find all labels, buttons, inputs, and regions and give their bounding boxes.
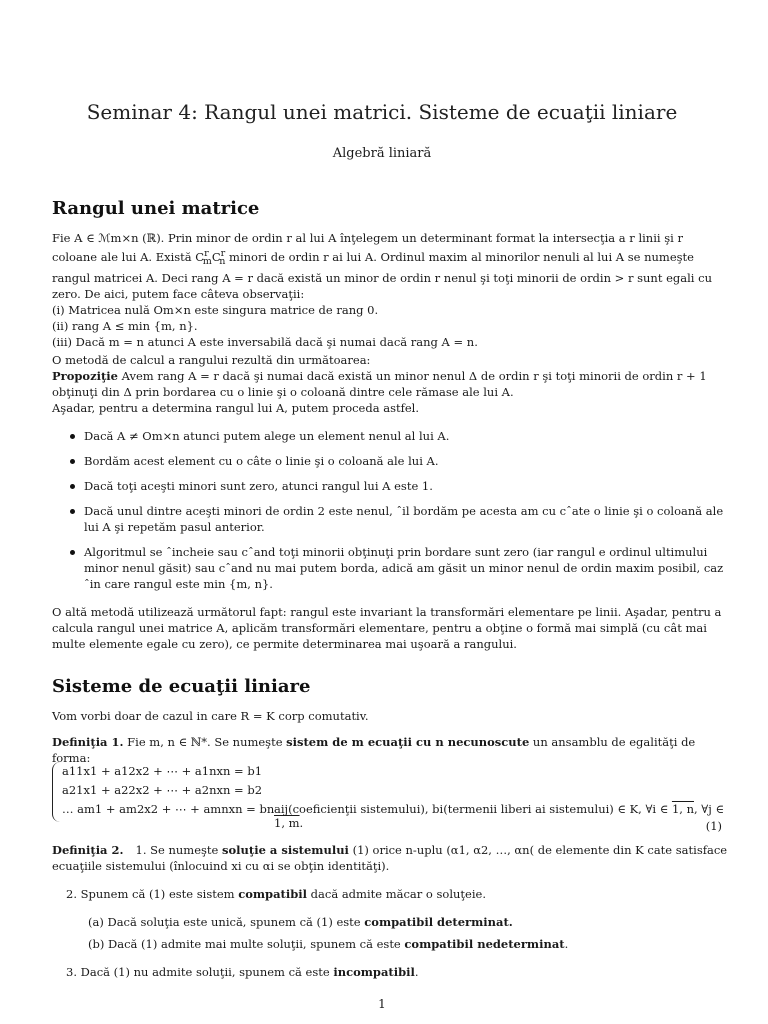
eq-note-mid: , ∀j ∈ — [693, 802, 724, 816]
def1-label: Definiţia 1. — [52, 735, 124, 749]
eq-range-i: 1, n — [671, 802, 694, 816]
def1-text-a: Fie m, n ∈ ℕ*. Se numeşte — [123, 735, 287, 749]
equation-number: (1) — [705, 819, 722, 833]
algorithm-list — [70, 428, 728, 601]
list-item: Dacă unul dintre aceşti minori de ordin 2 este nenul, ˆil bordăm pe acesta am cu cˆate o linie şi o coloană ale lui A şi repetăm pasul anterior. — [70, 503, 728, 535]
equation-row-2: a21x1 + a22x2 + ⋯ + a2nxn = b2 — [62, 783, 263, 797]
def1-text-b: un ansamblu de egalităţi de forma: — [52, 735, 696, 765]
def2-item1-bold: soluţie a sistemului — [222, 843, 349, 857]
other-method-paragraph — [52, 604, 728, 652]
proposition-label: Propoziţie — [52, 369, 118, 383]
rank-def-text-b: minori de ordin r ai lui A. Ordinul maxim al minorilor nenuli al lui A se numeşte rangul matricei A. Deci rang A = r dacă există un minor de ordin r nenul şi toţi minorii de ordin > r sunt egali cu zero. De aici, putem face câteva observaţii: — [52, 249, 712, 302]
comb-sup-1: r — [204, 248, 209, 259]
rank-definition-paragraph — [52, 230, 728, 350]
def2-item3-end: . — [414, 965, 419, 979]
systems-intro-text: Vom vorbi doar de cazul in care R = K corp comutativ. — [52, 709, 369, 723]
def2-item1-text-b: (1) orice n-uplu (α1, α2, …, αn( de elemente din K cate satisface ecuaţiile sistemului (înlocuind xi cu αi se obţin identităţi). — [52, 843, 728, 873]
equation-system — [52, 762, 728, 832]
equation-row-3: … am1 + am2x2 + ⋯ + amnxn = bn — [62, 802, 275, 816]
other-method-text: O altă metodă utilizează următorul fapt: rangul este invariant la transformări elementare pe linii. Aşadar, pentru a calcula rangul unei matrice A, aplicăm transformări elementare, pentru a obţine o formă mai simplă (cu cât mai multe elemente egale cu zero), ce permite determinarea mai uşoară a rangului. — [52, 605, 722, 651]
def2-item1-text-a: 1. Se numeşte — [135, 843, 223, 857]
def2-item2-bold: compatibil — [238, 887, 307, 901]
def2-sub-b-end: . — [564, 937, 569, 951]
list-item: Dacă A ≠ Om×n atunci putem alege un element nenul al lui A. — [70, 428, 728, 444]
systems-intro — [52, 708, 728, 724]
def2-sub-a-bold: compatibil determinat. — [364, 915, 513, 929]
eq-note-text: aij(coeficienţii sistemului), bi(termenii liberi ai sistemului) ∈ K, ∀i ∈ — [274, 802, 672, 816]
proposition-paragraph — [52, 352, 728, 416]
page-title: Seminar 4: Rangul unei matrici. Sisteme de ecuaţii liniare — [86, 100, 678, 124]
comb-c: C — [211, 249, 221, 264]
therefore-text: Aşadar, pentru a determina rangul lui A, putem proceda astfel. — [52, 401, 420, 415]
page-subtitle: Algebră liniară — [332, 146, 432, 161]
def2-item2-text: 2. Spunem că (1) este sistem — [66, 887, 239, 901]
def1-bold: sistem de m ecuaţii cu n necunoscute — [286, 735, 530, 749]
def2-item3-text: 3. Dacă (1) nu admite soluţii, spunem că este — [66, 965, 334, 979]
def2-item3-bold: incompatibil — [333, 965, 415, 979]
equation-note — [274, 802, 728, 830]
list-item: Algoritmul se ˆincheie sau cˆand toţi minorii obţinuţi prin bordare sunt zero (iar rangul e ordinul ultimului minor nenul găsit) sau cˆand nu mai putem borda, adică am găsit un minor nenul de ordin maxim posibil, caz ˆin care rangul este min {m, n}. — [70, 544, 728, 592]
method-intro: O metodă de calcul a rangului rezultă din următoarea: — [52, 353, 371, 367]
list-item: Bordăm acest element cu o câte o linie şi o coloană ale lui A. — [70, 453, 728, 469]
section-heading-systems: Sisteme de ecuaţii liniare — [52, 676, 311, 697]
def2-sub-b-bold: compatibil nedeterminat — [404, 937, 565, 951]
def2-label: Definiţia 2. — [52, 843, 124, 857]
def2-sub-b-text: (b) Dacă (1) admite mai multe soluţii, spunem că este — [88, 937, 405, 951]
comb-sub-1: m — [202, 256, 212, 268]
def2-sub-a-text: (a) Dacă soluţia este unică, spunem că (1) este — [88, 915, 365, 929]
comb-sub-2: n — [219, 256, 226, 268]
eq-range-j: 1, m — [274, 816, 300, 830]
section-heading-rank: Rangul unei matrice — [52, 198, 260, 219]
observation-2: (ii) rang A ≤ min {m, n}. — [52, 319, 198, 334]
page-number: 1 — [378, 997, 386, 1011]
rank-def-text-a: Fie A ∈ ℳm×n (ℝ). Prin minor de ordin r al lui A înţelegem un determinant format la intersecţia a r linii şi r coloane ale lui A. Există C — [52, 231, 683, 264]
comb-sup-2: r — [220, 248, 226, 259]
observation-1: (i) Matricea nulă Om×n este singura matrice de rang 0. — [52, 303, 379, 318]
equation-row-1: a11x1 + a12x2 + ⋯ + a1nxn = b1 — [62, 764, 263, 778]
eq-note-end: . — [299, 816, 304, 830]
list-item: Dacă toţi aceşti minori sunt zero, atunci rangul lui A este 1. — [70, 478, 728, 494]
definition-2 — [52, 842, 728, 980]
def2-item2-text-b: dacă admite măcar o soluţeie. — [307, 887, 486, 901]
observation-3: (iii) Dacă m = n atunci A este inversabilă dacă şi numai dacă rang A = n. — [52, 335, 478, 350]
proposition-text: Avem rang A = r dacă şi numai dacă există un minor nenul Δ de ordin r şi toţi minorii de ordin r + 1 obţinuţi din Δ prin bordarea cu o linie şi o coloană dintre cele rămase ale lui A. — [52, 369, 707, 399]
